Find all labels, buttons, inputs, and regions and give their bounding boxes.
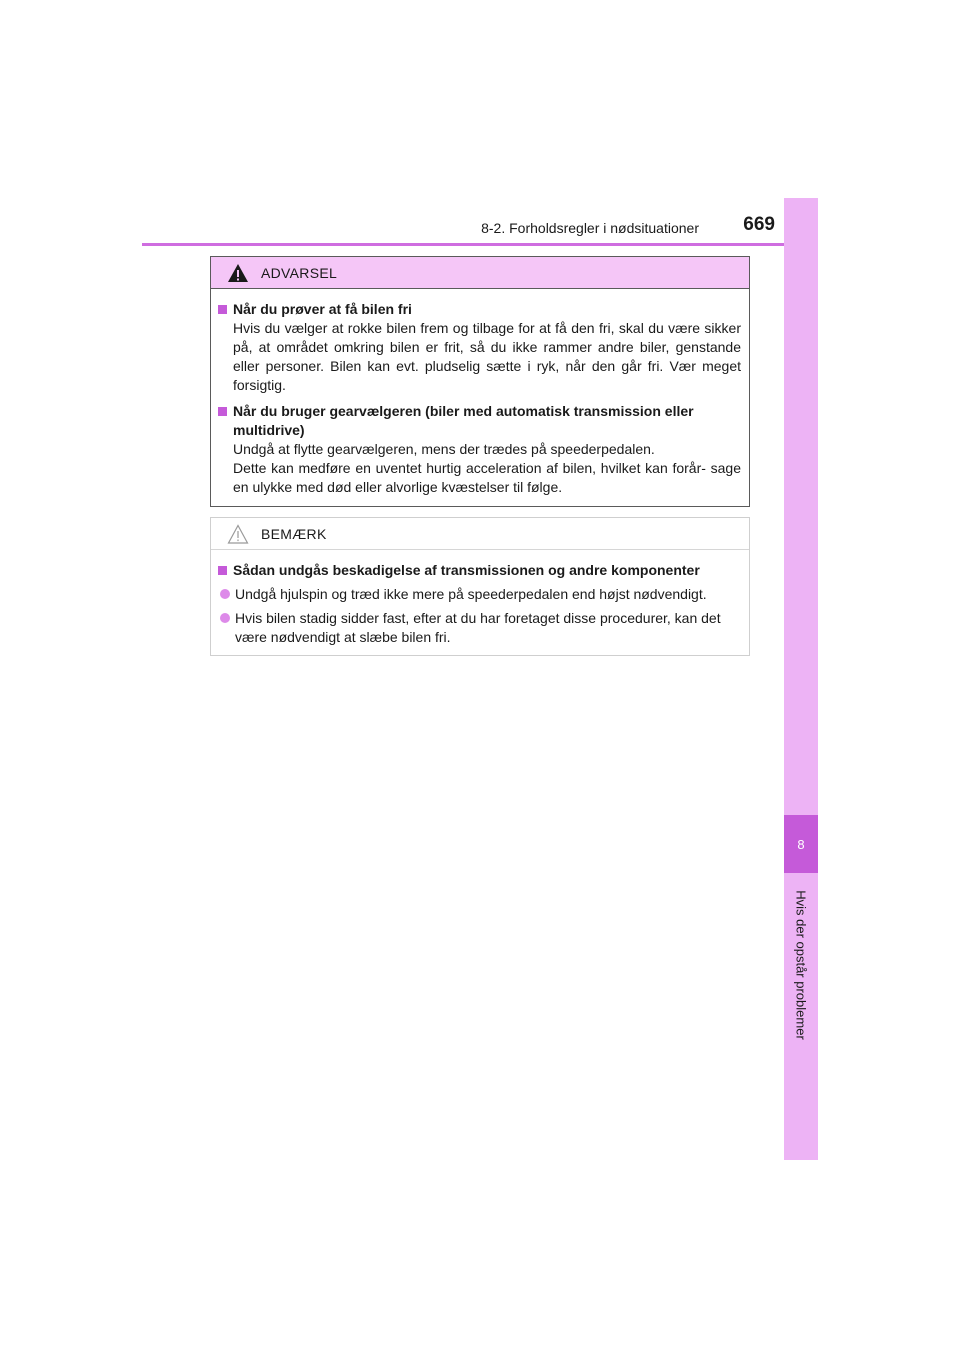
warning-paragraph: Dette kan medføre en uventet hurtig acceleration af bilen, hvilket kan forår- sage en ulykke med død eller alvorlige kvæstelser til følge. bbox=[233, 460, 741, 495]
warning-box bbox=[210, 256, 750, 507]
warning-label: ADVARSEL bbox=[261, 264, 338, 281]
warning-item bbox=[218, 402, 741, 497]
notice-bullet-text: Undgå hjulspin og træd ikke mere på speederpedalen end højst nødvendigt. bbox=[235, 586, 707, 602]
notice-body bbox=[211, 550, 749, 647]
notice-bullet bbox=[218, 609, 741, 647]
chapter-title: Hvis der opstår problemer bbox=[793, 890, 809, 1040]
header-rule bbox=[142, 243, 818, 246]
warning-item-text bbox=[218, 319, 741, 395]
warning-item-heading bbox=[218, 402, 741, 440]
square-bullet-icon bbox=[218, 407, 227, 416]
square-bullet-icon bbox=[218, 566, 227, 575]
warning-paragraph: Hvis du vælger at rokke bilen frem og tilbage for at få den fri, skal du være sikker på, at området omkring bilen er frit, så du ikke rammer andre biler, genstande eller personer. Bilen kan evt. pludselig sætte i ryk, når den går fri. Vær meget forsigtig. bbox=[233, 320, 741, 393]
section-title: 8-2. Forholdsregler i nødsituationer bbox=[481, 220, 699, 236]
warning-triangle-filled-icon bbox=[227, 263, 249, 283]
square-bullet-icon bbox=[218, 305, 227, 314]
round-bullet-icon bbox=[220, 589, 230, 599]
warning-item-heading bbox=[218, 300, 741, 319]
chapter-number: 8 bbox=[797, 836, 805, 852]
chapter-number-box bbox=[784, 815, 818, 873]
notice-bullet-text: Hvis bilen stadig sidder fast, efter at du har foretaget disse procedurer, kan det være nødvendigt at slæbe bilen fri. bbox=[235, 610, 721, 645]
warning-item-heading-text: Når du bruger gearvælgeren (biler med automatisk transmission eller multidrive) bbox=[233, 403, 694, 438]
warning-item bbox=[218, 300, 741, 395]
notice-heading-text: Sådan undgås beskadigelse af transmissionen og andre komponenter bbox=[233, 562, 700, 578]
warning-item-heading-text: Når du prøver at få bilen fri bbox=[233, 301, 412, 317]
notice-heading bbox=[218, 561, 741, 580]
notice-bullet bbox=[218, 585, 741, 604]
warning-header bbox=[211, 257, 749, 289]
page-number: 669 bbox=[743, 214, 775, 235]
warning-item-text bbox=[218, 440, 741, 497]
round-bullet-icon bbox=[220, 613, 230, 623]
warning-body bbox=[211, 289, 749, 497]
warning-paragraph: Undgå at flytte gearvælgeren, mens der trædes på speederpedalen. bbox=[233, 441, 655, 457]
notice-box bbox=[210, 517, 750, 656]
notice-label: BEMÆRK bbox=[261, 525, 327, 542]
notice-header bbox=[211, 518, 749, 550]
warning-triangle-outline-icon bbox=[227, 524, 249, 544]
